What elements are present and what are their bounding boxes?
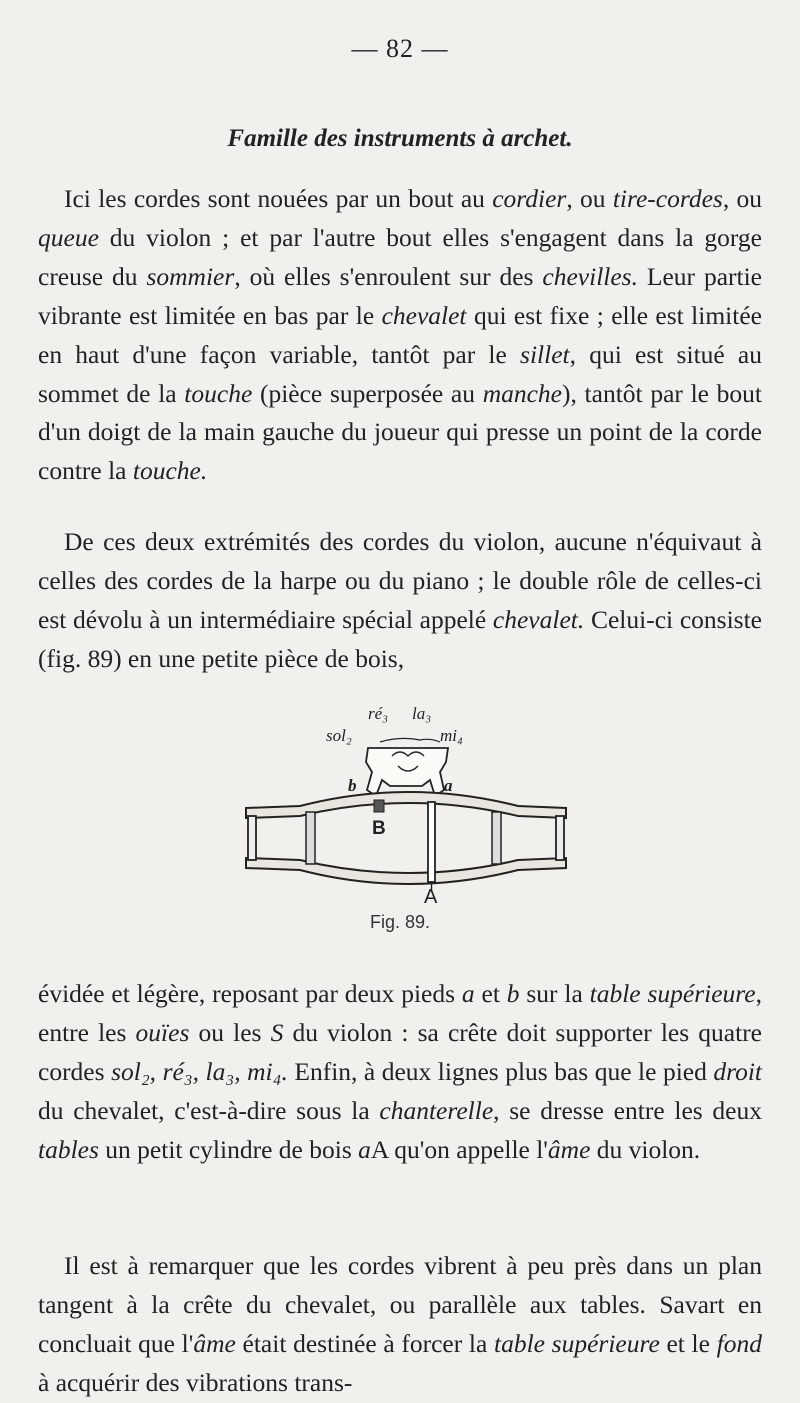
label-A: A bbox=[424, 886, 438, 908]
figure-89 bbox=[240, 700, 570, 940]
top-plate bbox=[246, 792, 566, 818]
page-number: — 82 — bbox=[351, 34, 449, 63]
paragraph-2: De ces deux extrémités des cordes du violon, aucune n'équivaut à celles des cordes de la harpe ou du piano ; le double rôle de celles-ci est dévolu à un intermédiaire spécial appelé chevalet. Celui-ci consiste (fig. 89) en une petite pièce de bois, bbox=[38, 527, 762, 673]
label-la: la₃ bbox=[412, 704, 432, 723]
paragraph-4: Il est à remarquer que les cordes vibrent à peu près dans un plan tangent à la crête du chevalet, ou parallèle aux tables. Savart en concluait que l'âme était destinée à forcer la table supérieure et le fond à acquérir des vibrations trans- bbox=[38, 1251, 762, 1397]
violin-bridge-diagram bbox=[240, 700, 570, 910]
section-title: Famille des instruments à archet. bbox=[227, 125, 573, 152]
figure-caption: Fig. 89. bbox=[369, 912, 431, 932]
label-B: B bbox=[372, 818, 386, 839]
paragraph-1: Ici les cordes sont nouées par un bout au cordier, ou tire-cordes, ou queue du violon ; et par l'autre bout elles s'engagent dans la gorge creuse du sommier, où elles s'enroulent sur des chevilles. Leur partie vibrante est limitée en bas par le chevalet qui est fixe ; elle est limitée en haut d'une façon variable, tantôt par le sillet, qui est situé au sommet de la touche (pièce superposée au manche), tantôt par le bout d'un doigt de la main gauche du joueur qui presse un point de la corde contre la touche. bbox=[38, 184, 763, 486]
label-mi: mi₄ bbox=[440, 726, 463, 745]
label-b: b bbox=[348, 776, 357, 795]
paragraph-3: évidée et légère, reposant par deux pieds a et b sur la table supérieure, entre les ouïes ou les S du violon : sa crête doit supporter les quatre cordes sol₂, ré₃, la₃, mi₄. Enfin, à deux lignes plus bas que le pied droit du chevalet, c'est-à-dire sous la chanterelle, se dresse entre les deux tables un petit cylindre de bois aA qu'on appelle l'âme du violon. bbox=[38, 979, 763, 1164]
label-re: ré₃ bbox=[368, 704, 389, 723]
label-sol: sol₂ bbox=[326, 726, 352, 745]
label-a: a bbox=[444, 776, 453, 795]
bottom-plate bbox=[246, 858, 566, 884]
